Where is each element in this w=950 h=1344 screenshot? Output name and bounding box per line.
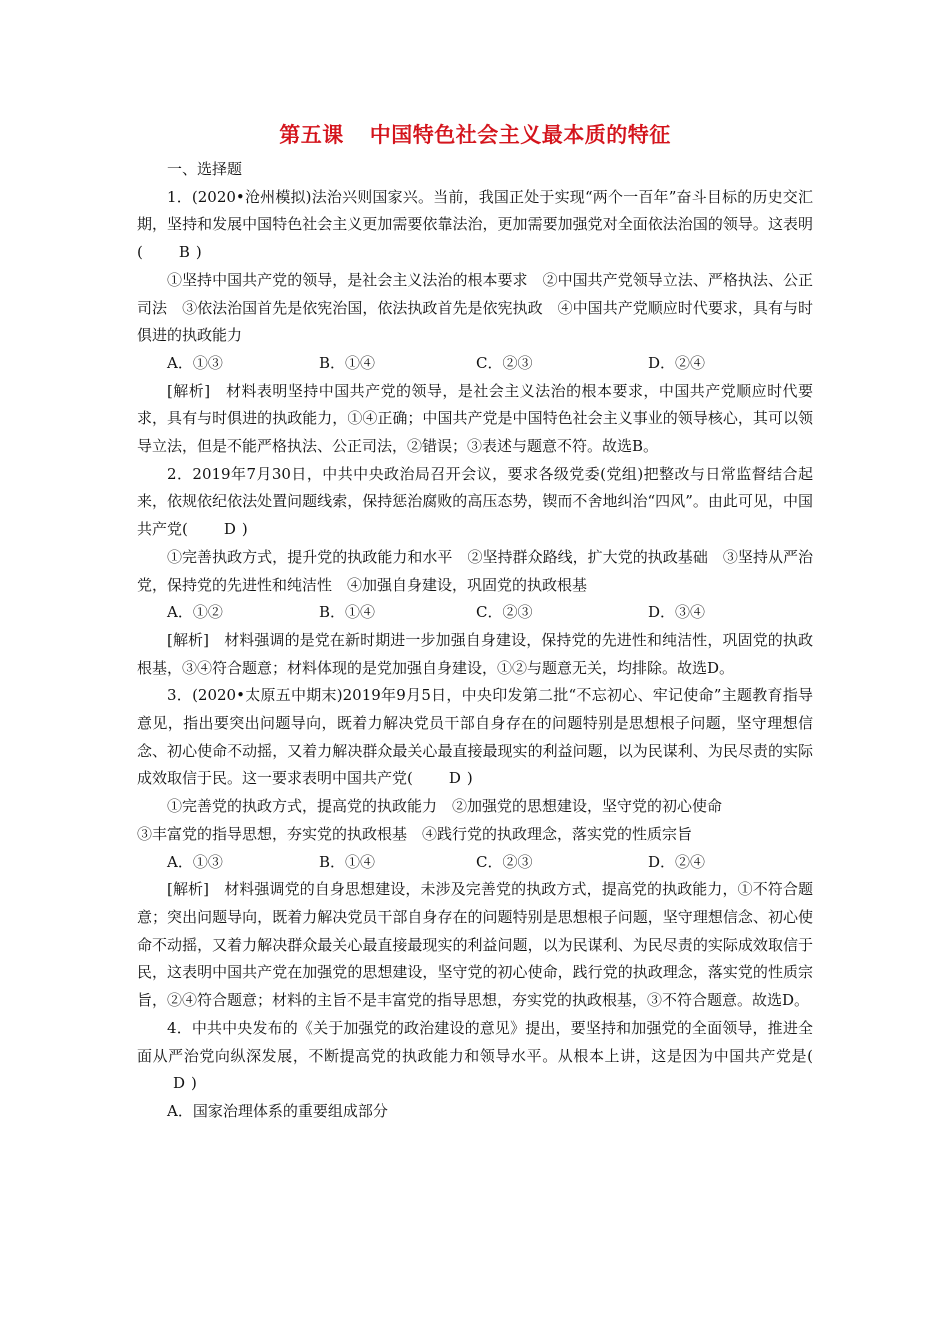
question-stem: 4．中共中央发布的《关于加强党的政治建设的意见》提出，要坚持和加强党的全面领导，推进全面从严治党向纵深发展，不断提高党的执政能力和领导水平。从根本上讲，这是因为中国共产党是(D ) <box>137 1015 813 1098</box>
option-a: A．①③ <box>167 353 223 372</box>
document-page <box>137 118 813 1126</box>
option-c: C．②③ <box>476 603 533 622</box>
analysis-text: [解析] 材料强调党的自身思想建设，未涉及完善党的执政方式，提高党的执政能力，①不符合题意；突出问题导向，既着力解决党员干部自身存在的问题特别是思想根子问题，坚守理想信念、初心使命不动摇，又着力解决群众最关心最直接最现实的利益问题，以为民谋利、为民尽责的实际成效取信于民，这表明中国共产党在加强党的思想建设，坚守党的初心使命，践行党的执政理念，落实党的性质宗旨，②④符合题意；材料的主旨不是丰富党的指导思想，夯实党的执政根基，③不符合题意。故选D。 <box>137 880 813 1010</box>
answer-key: D <box>173 1074 186 1093</box>
option-row <box>137 599 813 627</box>
question-stem: 2．2019年7月30日，中共中央政治局召开会议，要求各级党委(党组)把整改与日常监督结合起来，依规依纪依法处置问题线索，保持惩治腐败的高压态势，锲而不舍地纠治“四风”。由此可见，中国共产党( D ) <box>137 461 813 544</box>
section-heading: 一、选择题 <box>167 160 243 178</box>
question-statements-line2: ③丰富党的指导思想，夯实党的执政根基 ④践行党的执政理念，落实党的性质宗旨 <box>137 824 693 843</box>
analysis-text: [解析] 材料强调的是党在新时期进一步加强自身建设，保持党的先进性和纯洁性，巩固党的执政根基，③④符合题意；材料体现的是党加强自身建设，①②与题意无关，均排除。故选D。 <box>137 630 813 677</box>
question-4 <box>137 1015 813 1126</box>
option-d: D．③④ <box>648 603 706 622</box>
option-b: B．①④ <box>319 852 376 871</box>
question-stem: 3．(2020•太原五中期末)2019年9月5日，中央印发第二批“不忘初心、牢记使命”主题教育指导意见，指出要突出问题导向，既着力解决党员干部自身存在的问题特别是思想根子问题，坚守理想信念、初心使命不动摇，又着力解决群众最关心最直接最现实的利益问题，以为民谋利、为民尽责的实际成效取信于民。这一要求表明中国共产党( D ) <box>137 682 813 793</box>
question-statements: ①坚持中国共产党的领导，是社会主义法治的根本要求 ②中国共产党领导立法、严格执法、公正司法 ③依法治国首先是依宪治国，依法执政首先是依宪执政 ④中国共产党顺应时代要求，具有与时俱进的执政能力 <box>137 270 813 345</box>
option-a: A．①③ <box>167 852 223 871</box>
question-2 <box>137 461 813 683</box>
option-a: A．国家治理体系的重要组成部分 <box>167 1101 388 1120</box>
answer-key: D <box>223 520 236 539</box>
option-b: B．①④ <box>319 603 376 622</box>
option-a: A．①② <box>167 603 223 622</box>
answer-key: D <box>448 769 461 788</box>
option-row <box>137 350 813 378</box>
option-row <box>137 849 813 877</box>
option-d: D．②④ <box>648 852 706 871</box>
option-c: C．②③ <box>476 353 533 372</box>
question-statements-line1: ①完善党的执政方式，提高党的执政能力 ②加强党的思想建设，坚守党的初心使命 <box>167 797 723 816</box>
option-b: B．①④ <box>319 353 376 372</box>
question-3 <box>137 682 813 1014</box>
analysis-text: [解析] 材料表明坚持中国共产党的领导，是社会主义法治的根本要求，中国共产党顺应时代要求，具有与时俱进的执政能力，①④正确；中国共产党是中国特色社会主义事业的领导核心，其可以领导立法，但是不能严格执法、公正司法，②错误；③表述与题意不符。故选B。 <box>137 381 813 456</box>
answer-key: B <box>178 243 190 262</box>
option-c: C．②③ <box>476 852 533 871</box>
option-d: D．②④ <box>648 353 706 372</box>
question-statements: ①完善执政方式，提升党的执政能力和水平 ②坚持群众路线，扩大党的执政基础 ③坚持从严治党，保持党的先进性和纯洁性 ④加强自身建设，巩固党的执政根基 <box>137 547 813 594</box>
title-topic: 中国特色社会主义最本质的特征 <box>369 123 671 147</box>
question-1 <box>137 184 813 461</box>
page-title <box>137 118 813 152</box>
title-lesson: 第五课 <box>279 123 344 147</box>
question-stem: 1．(2020•沧州模拟)法治兴则国家兴。当前，我国正处于实现“两个一百年”奋斗目标的历史交汇期，坚持和发展中国特色社会主义更加需要依靠法治，更加需要加强党对全面依法治国的领导。这表明( B ) <box>137 184 813 267</box>
